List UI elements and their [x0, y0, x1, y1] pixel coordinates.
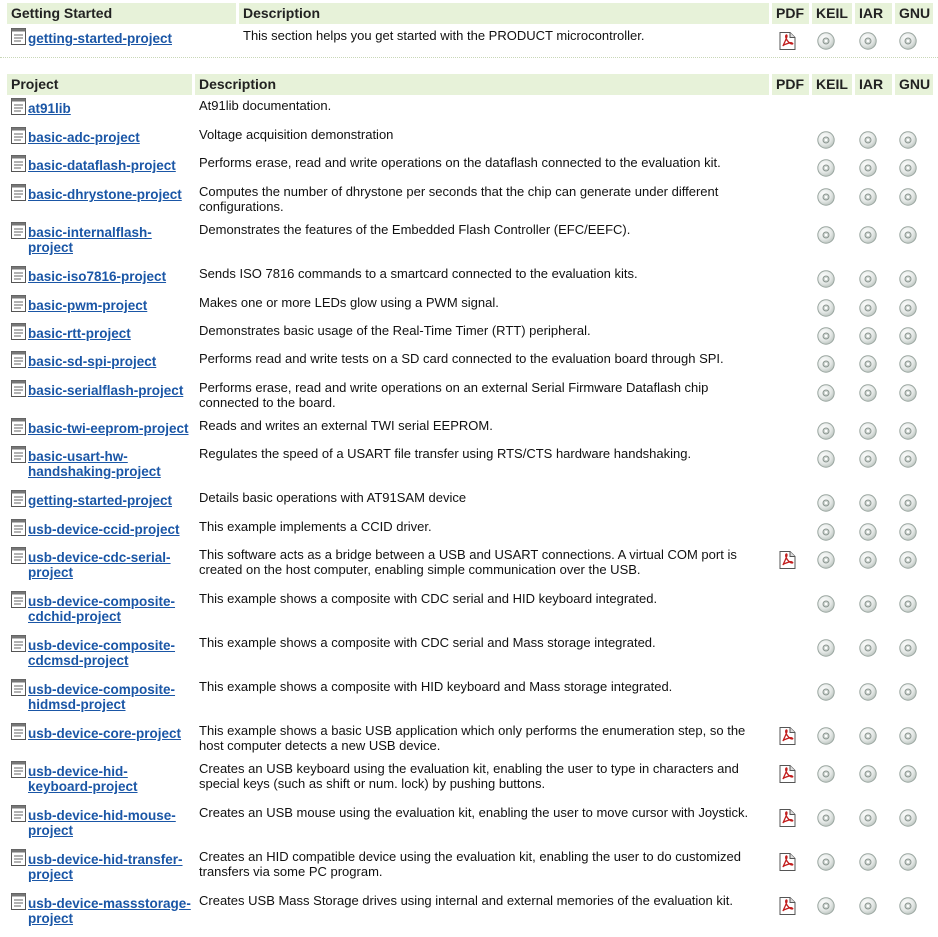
iar-cd-icon[interactable] [859, 727, 877, 745]
project-cell [11, 266, 191, 284]
gnu-cd-icon[interactable] [899, 131, 917, 149]
keil-cd-icon[interactable] [817, 809, 835, 827]
gnu-cd-icon[interactable] [899, 897, 917, 915]
project-cell [11, 155, 191, 173]
project-cell [11, 761, 191, 794]
gnu-cd-icon[interactable] [899, 270, 917, 288]
keil-cd-icon[interactable] [817, 494, 835, 512]
gnu-cd-icon[interactable] [899, 32, 917, 50]
document-icon [11, 222, 26, 239]
project-cell [11, 184, 191, 202]
description-cell: Creates an USB mouse using the evaluation kit, enabling the user to move cursor with Joystick. [199, 805, 749, 820]
project-link[interactable]: basic-sd-spi-project [28, 354, 157, 369]
keil-cd-icon[interactable] [817, 159, 835, 177]
description-cell: This example implements a CCID driver. [199, 519, 432, 534]
gnu-cd-icon[interactable] [899, 355, 917, 373]
project-link[interactable]: usb-device-core-project [28, 726, 182, 741]
header-keil: KEIL [812, 3, 852, 24]
iar-cd-icon[interactable] [859, 188, 877, 206]
iar-cd-icon[interactable] [859, 450, 877, 468]
gnu-cd-icon[interactable] [899, 494, 917, 512]
project-cell [11, 446, 191, 479]
project-cell [11, 418, 191, 436]
iar-cd-icon[interactable] [859, 551, 877, 569]
gnu-cd-icon[interactable] [899, 450, 917, 468]
project-cell [11, 849, 191, 882]
gnu-cd-icon[interactable] [899, 595, 917, 613]
keil-cd-icon[interactable] [817, 131, 835, 149]
gnu-cd-icon[interactable] [899, 422, 917, 440]
table-row [0, 849, 938, 893]
project-cell [11, 323, 191, 341]
gnu-cd-icon[interactable] [899, 683, 917, 701]
project-link[interactable]: basic-usart-hw-handshaking-project [28, 449, 161, 479]
table-row [0, 446, 938, 490]
table-row [0, 351, 938, 380]
description-cell: Voltage acquisition demonstration [199, 127, 394, 142]
project-cell [11, 490, 191, 508]
document-icon [11, 893, 26, 910]
project-cell [11, 222, 191, 255]
iar-cd-icon[interactable] [859, 270, 877, 288]
table-row [0, 591, 938, 635]
document-icon [11, 380, 26, 397]
project-cell [11, 547, 191, 580]
table-row [0, 266, 938, 295]
project-link[interactable]: basic-serialflash-project [28, 383, 184, 398]
header-gnu: GNU [895, 3, 933, 24]
table-row [0, 679, 938, 723]
project-link[interactable]: getting-started-project [28, 493, 173, 508]
iar-cd-icon[interactable] [859, 159, 877, 177]
table-row [0, 723, 938, 761]
document-icon [11, 446, 26, 463]
iar-cd-icon[interactable] [859, 384, 877, 402]
document-icon [11, 351, 26, 368]
keil-cd-icon[interactable] [817, 32, 835, 50]
project-link[interactable]: basic-pwm-project [28, 298, 148, 313]
project-cell [11, 28, 233, 46]
project-link[interactable]: usb-device-massstorage-project [28, 896, 191, 926]
project-link[interactable]: usb-device-hid-transfer-project [28, 852, 183, 882]
gnu-cd-icon[interactable] [899, 327, 917, 345]
project-link[interactable]: usb-device-cdc-serial-project [28, 550, 171, 580]
header-gnu: GNU [895, 74, 933, 95]
table-row [0, 490, 938, 519]
project-link[interactable]: basic-internalflash-project [28, 225, 152, 255]
header-getting-started: Getting Started [7, 3, 236, 24]
project-link[interactable]: usb-device-composite-cdchid-project [28, 594, 176, 624]
pdf-icon[interactable] [779, 897, 796, 915]
description-cell: Demonstrates the features of the Embedded Flash Controller (EFC/EEFC). [199, 222, 631, 237]
keil-cd-icon[interactable] [817, 897, 835, 915]
description-cell: This software acts as a bridge between a USB and USART connections. A virtual COM port is created on the host computer, enabling simple communication over the USB. [199, 547, 737, 577]
table-row [0, 761, 938, 805]
keil-cd-icon[interactable] [817, 727, 835, 745]
document-icon [11, 805, 26, 822]
gnu-cd-icon[interactable] [899, 299, 917, 317]
header-description: Description [239, 3, 769, 24]
table-row [0, 547, 938, 591]
iar-cd-icon[interactable] [859, 897, 877, 915]
iar-cd-icon[interactable] [859, 765, 877, 783]
document-icon [11, 519, 26, 536]
keil-cd-icon[interactable] [817, 551, 835, 569]
project-link[interactable]: usb-device-composite-hidmsd-project [28, 682, 176, 712]
gnu-cd-icon[interactable] [899, 551, 917, 569]
table-row [0, 98, 938, 127]
section-divider [0, 57, 938, 58]
description-cell: Performs read and write tests on a SD card connected to the evaluation board through SPI. [199, 351, 724, 366]
iar-cd-icon[interactable] [859, 32, 877, 50]
gnu-cd-icon[interactable] [899, 765, 917, 783]
table-row [0, 184, 938, 222]
header-pdf: PDF [772, 74, 809, 95]
document-icon [11, 155, 26, 172]
iar-cd-icon[interactable] [859, 131, 877, 149]
keil-cd-icon[interactable] [817, 683, 835, 701]
keil-cd-icon[interactable] [817, 270, 835, 288]
table-row [0, 519, 938, 547]
project-link[interactable]: basic-adc-project [28, 130, 140, 145]
table-row [0, 893, 938, 937]
project-cell [11, 635, 191, 668]
table-row [0, 295, 938, 323]
table-row [0, 127, 938, 155]
description-cell: Regulates the speed of a USART file transfer using RTS/CTS hardware handshaking. [199, 446, 692, 461]
description-cell: This example shows a composite with CDC serial and HID keyboard integrated. [199, 591, 658, 606]
header-iar: IAR [855, 3, 892, 24]
project-cell [11, 380, 191, 398]
iar-cd-icon[interactable] [859, 422, 877, 440]
keil-cd-icon[interactable] [817, 188, 835, 206]
keil-cd-icon[interactable] [817, 595, 835, 613]
pdf-icon[interactable] [779, 809, 796, 827]
iar-cd-icon[interactable] [859, 523, 877, 541]
project-cell [11, 351, 191, 369]
document-icon [11, 184, 26, 201]
gnu-cd-icon[interactable] [899, 523, 917, 541]
project-cell [11, 295, 191, 313]
keil-cd-icon[interactable] [817, 450, 835, 468]
pdf-icon[interactable] [779, 765, 796, 783]
header-iar: IAR [855, 74, 892, 95]
document-icon [11, 591, 26, 608]
iar-cd-icon[interactable] [859, 595, 877, 613]
iar-cd-icon[interactable] [859, 226, 877, 244]
project-cell [11, 127, 191, 145]
description-cell: Makes one or more LEDs glow using a PWM signal. [199, 295, 499, 310]
description-cell: Demonstrates basic usage of the Real-Time Timer (RTT) peripheral. [199, 323, 591, 338]
gnu-cd-icon[interactable] [899, 188, 917, 206]
project-link[interactable]: basic-dataflash-project [28, 158, 176, 173]
gnu-cd-icon[interactable] [899, 809, 917, 827]
document-icon [11, 295, 26, 312]
project-link[interactable]: getting-started-project [28, 31, 173, 46]
pdf-icon[interactable] [779, 727, 796, 745]
keil-cd-icon[interactable] [817, 355, 835, 373]
description-cell: Reads and writes an external TWI serial EEPROM. [199, 418, 493, 433]
project-link[interactable]: basic-twi-eeprom-project [28, 421, 189, 436]
table-row [0, 155, 938, 184]
document-icon [11, 635, 26, 652]
gnu-cd-icon[interactable] [899, 226, 917, 244]
description-cell: Details basic operations with AT91SAM device [199, 490, 467, 505]
gnu-cd-icon[interactable] [899, 727, 917, 745]
iar-cd-icon[interactable] [859, 327, 877, 345]
project-link[interactable]: basic-iso7816-project [28, 269, 167, 284]
description-cell: This example shows a composite with HID keyboard and Mass storage integrated. [199, 679, 673, 694]
description-cell: Creates USB Mass Storage drives using internal and external memories of the evaluation kit. [199, 893, 733, 908]
description-cell: This example shows a basic USB application which only performs the enumeration step, so the host computer detects a new USB device. [199, 723, 746, 753]
gnu-cd-icon[interactable] [899, 384, 917, 402]
iar-cd-icon[interactable] [859, 639, 877, 657]
iar-cd-icon[interactable] [859, 853, 877, 871]
keil-cd-icon[interactable] [817, 422, 835, 440]
iar-cd-icon[interactable] [859, 299, 877, 317]
header-project: Project [7, 74, 192, 95]
document-icon [11, 98, 26, 115]
project-link[interactable]: usb-device-hid-keyboard-project [28, 764, 138, 794]
description-cell: This section helps you get started with the PRODUCT microcontroller. [243, 28, 645, 43]
document-icon [11, 547, 26, 564]
pdf-icon[interactable] [779, 32, 796, 50]
project-link[interactable]: usb-device-hid-mouse-project [28, 808, 176, 838]
document-icon [11, 679, 26, 696]
gnu-cd-icon[interactable] [899, 853, 917, 871]
keil-cd-icon[interactable] [817, 765, 835, 783]
project-cell [11, 98, 191, 116]
table-row [0, 222, 938, 266]
pdf-icon[interactable] [779, 551, 796, 569]
document-icon [11, 323, 26, 340]
keil-cd-icon[interactable] [817, 523, 835, 541]
keil-cd-icon[interactable] [817, 853, 835, 871]
project-cell [11, 591, 191, 624]
project-cell [11, 805, 191, 838]
keil-cd-icon[interactable] [817, 384, 835, 402]
document-icon [11, 127, 26, 144]
document-icon [11, 723, 26, 740]
project-link[interactable]: usb-device-composite-cdcmsd-project [28, 638, 176, 668]
document-icon [11, 266, 26, 283]
header-keil: KEIL [812, 74, 852, 95]
document-icon [11, 490, 26, 507]
description-cell: Computes the number of dhrystone per seconds that the chip can generate under different configurations. [199, 184, 719, 214]
description-cell: Creates an USB keyboard using the evaluation kit, enabling the user to type in characters and special keys (such as shift or num. lock) by pushing buttons. [199, 761, 739, 791]
description-cell: Creates an HID compatible device using the evaluation kit, enabling the user to do customized transfers via some PC program. [199, 849, 741, 879]
table-row [0, 635, 938, 679]
table-row [0, 323, 938, 351]
pdf-icon[interactable] [779, 853, 796, 871]
iar-cd-icon[interactable] [859, 683, 877, 701]
table-row [0, 418, 938, 446]
table-row [0, 380, 938, 418]
document-icon [11, 849, 26, 866]
iar-cd-icon[interactable] [859, 494, 877, 512]
keil-cd-icon[interactable] [817, 639, 835, 657]
document-icon [11, 761, 26, 778]
project-cell [11, 893, 191, 926]
header-pdf: PDF [772, 3, 809, 24]
description-cell: At91lib documentation. [199, 98, 332, 113]
description-cell: Performs erase, read and write operations on an external Serial Firmware Dataflash chip connected to the board. [199, 380, 709, 410]
description-cell: This example shows a composite with CDC serial and Mass storage integrated. [199, 635, 656, 650]
project-cell [11, 679, 191, 712]
keil-cd-icon[interactable] [817, 299, 835, 317]
project-link[interactable]: usb-device-ccid-project [28, 522, 180, 537]
description-cell: Sends ISO 7816 commands to a smartcard connected to the evaluation kits. [199, 266, 638, 281]
project-link[interactable]: basic-rtt-project [28, 326, 131, 341]
iar-cd-icon[interactable] [859, 355, 877, 373]
keil-cd-icon[interactable] [817, 327, 835, 345]
document-icon [11, 28, 26, 45]
gnu-cd-icon[interactable] [899, 639, 917, 657]
project-cell [11, 519, 191, 537]
document-icon [11, 418, 26, 435]
description-cell: Performs erase, read and write operations on the dataflash connected to the evaluation kit. [199, 155, 721, 170]
keil-cd-icon[interactable] [817, 226, 835, 244]
table-row [0, 805, 938, 849]
project-link[interactable]: at91lib [28, 101, 71, 116]
iar-cd-icon[interactable] [859, 809, 877, 827]
gnu-cd-icon[interactable] [899, 159, 917, 177]
project-cell [11, 723, 191, 741]
project-link[interactable]: basic-dhrystone-project [28, 187, 182, 202]
header-description: Description [195, 74, 769, 95]
table-row [0, 28, 938, 58]
